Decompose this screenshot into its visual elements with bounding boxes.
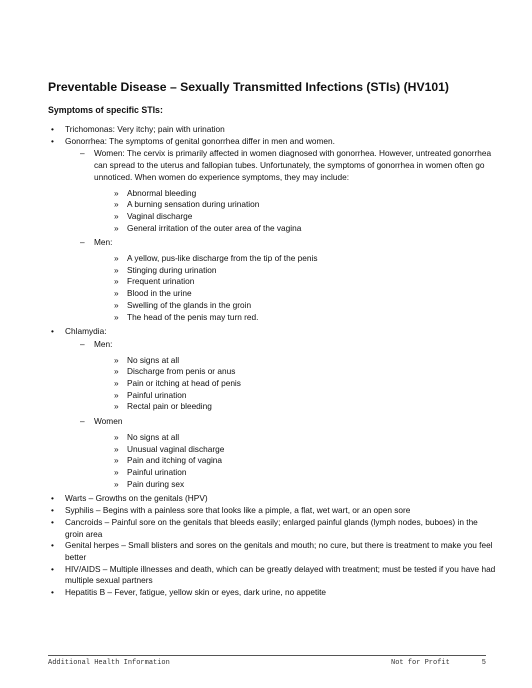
sub-list	[65, 148, 496, 323]
symptom-text: Unusual vaginal discharge	[127, 443, 225, 454]
dash-marker: –	[80, 338, 85, 349]
bullet-marker: •	[51, 493, 54, 504]
list-item-text: Hepatitis B – Fever, fatigue, yellow skin or eyes, dark urine, no appetite	[65, 587, 327, 598]
symptom-text: Pain during sex	[127, 478, 185, 489]
symptom-text: Blood in the urine	[127, 288, 192, 299]
symptom-sub-list	[94, 432, 496, 491]
dash-marker: –	[80, 148, 85, 159]
arrow-marker: »	[114, 299, 119, 310]
list-item	[48, 505, 496, 517]
arrow-marker: »	[114, 311, 119, 322]
page-title: Preventable Disease – Sexually Transmitted Infections (STIs) (HV101)	[48, 80, 449, 94]
symptom-text: Frequent urination	[127, 276, 195, 287]
arrow-marker: »	[114, 222, 119, 233]
symptom-text: Painful urination	[127, 466, 187, 477]
sub-item-text: Women	[94, 416, 123, 427]
symptom-sub-list	[94, 188, 496, 235]
arrow-marker: »	[114, 187, 119, 198]
arrow-marker: »	[114, 264, 119, 275]
symptom-item	[94, 211, 496, 223]
symptom-item	[94, 312, 496, 324]
list-item	[48, 540, 496, 563]
list-item-text: Cancroids – Painful sore on the genitals that bleeds easily; enlarged painful glands (lymph nodes, buboes) in the groin area	[65, 516, 478, 539]
dash-marker: –	[80, 416, 85, 427]
symptom-item	[94, 265, 496, 277]
list-item-text: Trichomonas: Very itchy; pain with urination	[65, 124, 225, 134]
symptom-sub-list	[94, 355, 496, 414]
sub-item-text: Men:	[94, 338, 113, 349]
symptom-item	[94, 444, 496, 456]
list-item-text: Syphilis – Begins with a painless sore that looks like a pimple, a flat, wet wart, or an open sore	[65, 505, 411, 516]
symptom-item	[94, 199, 496, 211]
symptom-item	[94, 401, 496, 413]
symptom-text: Painful urination	[127, 389, 187, 400]
symptom-item	[94, 455, 496, 467]
symptom-text: A burning sensation during urination	[127, 199, 260, 210]
list-item-text: HIV/AIDS – Multiple illnesses and death, which can be greatly delayed with treatment; must be tested if you have had multiple sexual partners	[65, 563, 496, 586]
section-heading: Symptoms of specific STIs:	[48, 105, 163, 115]
list-item	[48, 326, 496, 490]
list-item	[48, 124, 496, 136]
sub-list	[65, 339, 496, 490]
sub-item-text: Men:	[94, 237, 113, 248]
sub-list-item	[65, 339, 496, 413]
arrow-marker: »	[114, 431, 119, 442]
arrow-marker: »	[114, 466, 119, 477]
arrow-marker: »	[114, 210, 119, 221]
symptom-text: Vaginal discharge	[127, 210, 193, 221]
arrow-marker: »	[114, 389, 119, 400]
arrow-marker: »	[114, 199, 119, 210]
list-item	[48, 136, 496, 324]
arrow-marker: »	[114, 276, 119, 287]
bullet-marker: •	[51, 135, 54, 146]
sub-list-item	[65, 416, 496, 490]
bullet-marker: •	[51, 516, 54, 527]
footer-left-text: Additional Health Information	[48, 659, 170, 667]
symptom-list	[48, 124, 496, 599]
sub-list-item	[65, 237, 496, 323]
footer-middle-text: Not for Profit	[391, 659, 450, 667]
symptom-text: The head of the penis may turn red.	[127, 311, 259, 322]
list-item-text: Chlamydia:	[65, 326, 107, 337]
arrow-marker: »	[114, 401, 119, 412]
symptom-text: General irritation of the outer area of the vagina	[127, 222, 302, 233]
symptom-item	[94, 188, 496, 200]
dash-marker: –	[80, 237, 85, 248]
symptom-text: Rectal pain or bleeding	[127, 401, 212, 412]
bullet-marker: •	[51, 563, 54, 574]
arrow-marker: »	[114, 253, 119, 264]
symptom-item	[94, 366, 496, 378]
symptom-item	[94, 300, 496, 312]
bullet-marker: •	[51, 505, 54, 516]
list-item-text: Warts – Growths on the genitals (HPV)	[65, 493, 208, 504]
bullet-marker: •	[51, 124, 54, 134]
list-item-text: Genital herpes – Small blisters and sores on the genitals and mouth; no cure, but there is treatment to make you feel better	[65, 540, 493, 562]
symptom-item	[94, 223, 496, 235]
arrow-marker: »	[114, 378, 119, 389]
symptom-text: Pain and itching of vagina	[127, 455, 223, 466]
symptom-item	[94, 355, 496, 367]
list-item	[48, 564, 496, 587]
page-footer	[48, 655, 486, 667]
symptom-sub-list	[94, 253, 496, 323]
bullet-marker: •	[51, 540, 54, 551]
arrow-marker: »	[114, 478, 119, 489]
sub-list-item	[65, 148, 496, 234]
symptom-item	[94, 276, 496, 288]
list-item	[48, 587, 496, 599]
list-item	[48, 493, 496, 505]
symptom-item	[94, 288, 496, 300]
page-number: 5	[481, 659, 486, 667]
symptom-item	[94, 467, 496, 479]
arrow-marker: »	[114, 354, 119, 365]
bullet-marker: •	[51, 326, 54, 337]
symptom-text: Swelling of the glands in the groin	[127, 299, 252, 310]
symptom-item	[94, 432, 496, 444]
symptom-text: Pain or itching at head of penis	[127, 378, 241, 389]
symptom-text: Abnormal bleeding	[127, 187, 197, 198]
arrow-marker: »	[114, 288, 119, 299]
bullet-marker: •	[51, 587, 54, 598]
symptom-item	[94, 253, 496, 265]
symptom-item	[94, 479, 496, 491]
symptom-text: Stinging during urination	[127, 264, 217, 275]
symptom-item	[94, 390, 496, 402]
arrow-marker: »	[114, 443, 119, 454]
symptom-text: Discharge from penis or anus	[127, 366, 236, 377]
arrow-marker: »	[114, 455, 119, 466]
list-item-text: Gonorrhea: The symptoms of genital gonorrhea differ in men and women.	[65, 135, 335, 146]
symptom-item	[94, 378, 496, 390]
symptom-text: No signs at all	[127, 431, 180, 442]
symptom-text: No signs at all	[127, 354, 180, 365]
arrow-marker: »	[114, 366, 119, 377]
sub-item-text: Women: The cervix is primarily affected in women diagnosed with gonorrhea. However, untreated gonorrhea can spread to the uterus and fallopian tubes. Unfortunately, the symptoms of gonorrhea in women often go unnoticed. When women do experience symptoms, they may include:	[94, 148, 492, 182]
symptom-text: A yellow, pus-like discharge from the tip of the penis	[127, 253, 318, 264]
list-item	[48, 517, 496, 540]
